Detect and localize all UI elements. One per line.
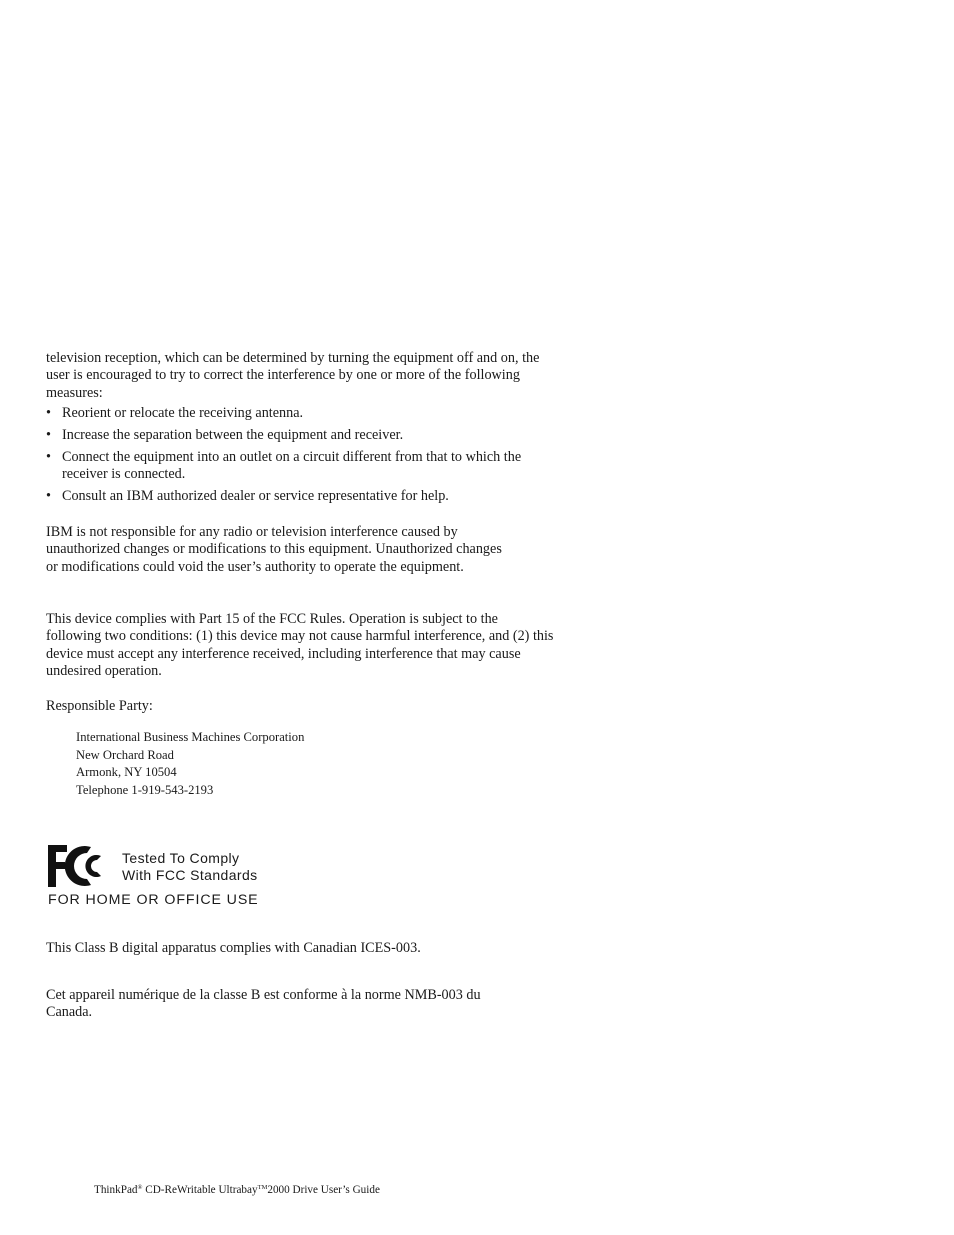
list-item: • Reorient or relocate the receiving antenna. xyxy=(46,405,304,421)
bullet-icon: • xyxy=(46,488,51,505)
canada-english-paragraph: This Class B digital apparatus complies with Canadian ICES-003. xyxy=(46,940,421,956)
bullet-icon: • xyxy=(46,449,51,465)
fcc-logo-icon xyxy=(47,843,105,889)
intro-paragraph: television reception, which can be determined by turning the equipment off and on, the user is encouraged to try to correct the interference by one or more of the following measures: xyxy=(46,350,540,401)
address-street: New Orchard Road xyxy=(76,747,174,762)
trademark-mark: TM xyxy=(257,1184,268,1191)
list-item: • Increase the separation between the equipment and receiver. xyxy=(46,427,404,443)
list-item: • Connect the equipment into an outlet on a circuit different from that to which the receiver is connected. xyxy=(46,449,522,483)
address-block xyxy=(76,729,304,799)
canada-french-paragraph: Cet appareil numérique de la classe B est conforme à la norme NMB-003 du Canada. xyxy=(46,987,481,1021)
measures-list xyxy=(46,405,566,510)
footer-middle: CD-ReWritable Ultrabay xyxy=(142,1184,258,1196)
list-item: • Consult an IBM authorized dealer or service representative for help. xyxy=(46,488,449,505)
address-telephone: Telephone 1-919-543-2193 xyxy=(76,782,214,797)
bullet-icon: • xyxy=(46,405,51,421)
fcc-standards-line: With FCC Standards xyxy=(122,867,258,883)
bullet-icon: • xyxy=(46,427,51,443)
footer-brand: ThinkPad xyxy=(94,1184,138,1196)
footer-end: 2000 Drive User’s Guide xyxy=(267,1184,380,1196)
address-company: International Business Machines Corporation xyxy=(76,730,305,744)
page-footer xyxy=(94,1184,380,1196)
fcc-use-line: FOR HOME OR OFFICE USE xyxy=(48,892,259,908)
part15-paragraph: This device complies with Part 15 of the FCC Rules. Operation is subject to the following two conditions: (1) this device may not cause harmful interference, and (2) this device must accept any interference received, including interference that may cause undesired operation. xyxy=(46,611,554,680)
address-city: Armonk, NY 10504 xyxy=(76,765,177,780)
responsible-party-label: Responsible Party: xyxy=(46,698,153,714)
ibm-disclaimer-paragraph: IBM is not responsible for any radio or television interference caused by unauthorized changes or modifications to this equipment. Unauthorized changes or modifications could void the user’s authority to operate the equipment. xyxy=(46,524,502,575)
fcc-tested-line: Tested To Comply xyxy=(122,850,240,866)
registered-mark: ® xyxy=(137,1184,143,1191)
